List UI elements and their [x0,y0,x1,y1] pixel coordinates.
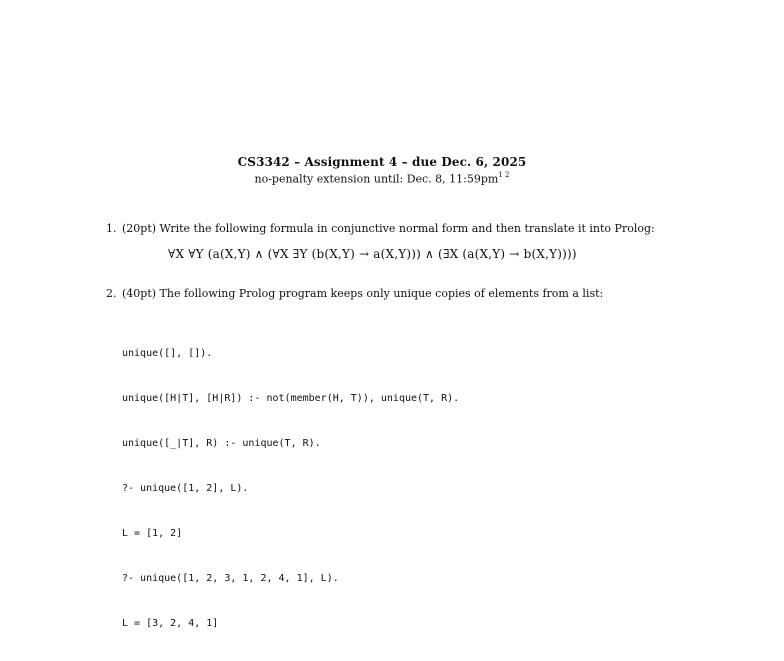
code-line: L = [1, 2] [122,528,183,539]
code-line: unique([], []). [122,348,213,359]
prolog-code-block [122,316,459,661]
code-line: unique([H|T], [H|R]) :- not(member(H, T)), unique(T, R). [122,393,460,404]
extension-note [0,172,764,186]
code-line: unique([_|T], R) :- unique(T, R). [122,438,321,449]
question-2-number: 2. [106,287,117,300]
question-1 [106,222,655,235]
question-2 [106,287,603,300]
code-line: ?- unique([1, 2], L). [122,483,249,494]
code-line: ?- unique([1, 2, 3, 1, 2, 4, 1], L). [122,573,339,584]
question-2-text: (40pt) The following Prolog program keeps only unique copies of elements from a list: [122,287,604,300]
question-1-text: (20pt) Write the following formula in conjunctive normal form and then translate it into Prolog: [122,222,655,235]
code-line: L = [3, 2, 4, 1] [122,618,219,629]
question-1-number: 1. [106,222,117,235]
extension-text: no-penalty extension until: Dec. 8, 11:59pm [254,172,499,186]
logic-formula: ∀X ∀Y (a(X,Y) ∧ (∀X ∃Y (b(X,Y) → a(X,Y))) ∧ (∃X (a(X,Y) → b(X,Y)))) [168,247,577,261]
assignment-title: CS3342 – Assignment 4 – due Dec. 6, 2025 [237,155,527,169]
footnote-markers: 1 2 [498,171,510,179]
